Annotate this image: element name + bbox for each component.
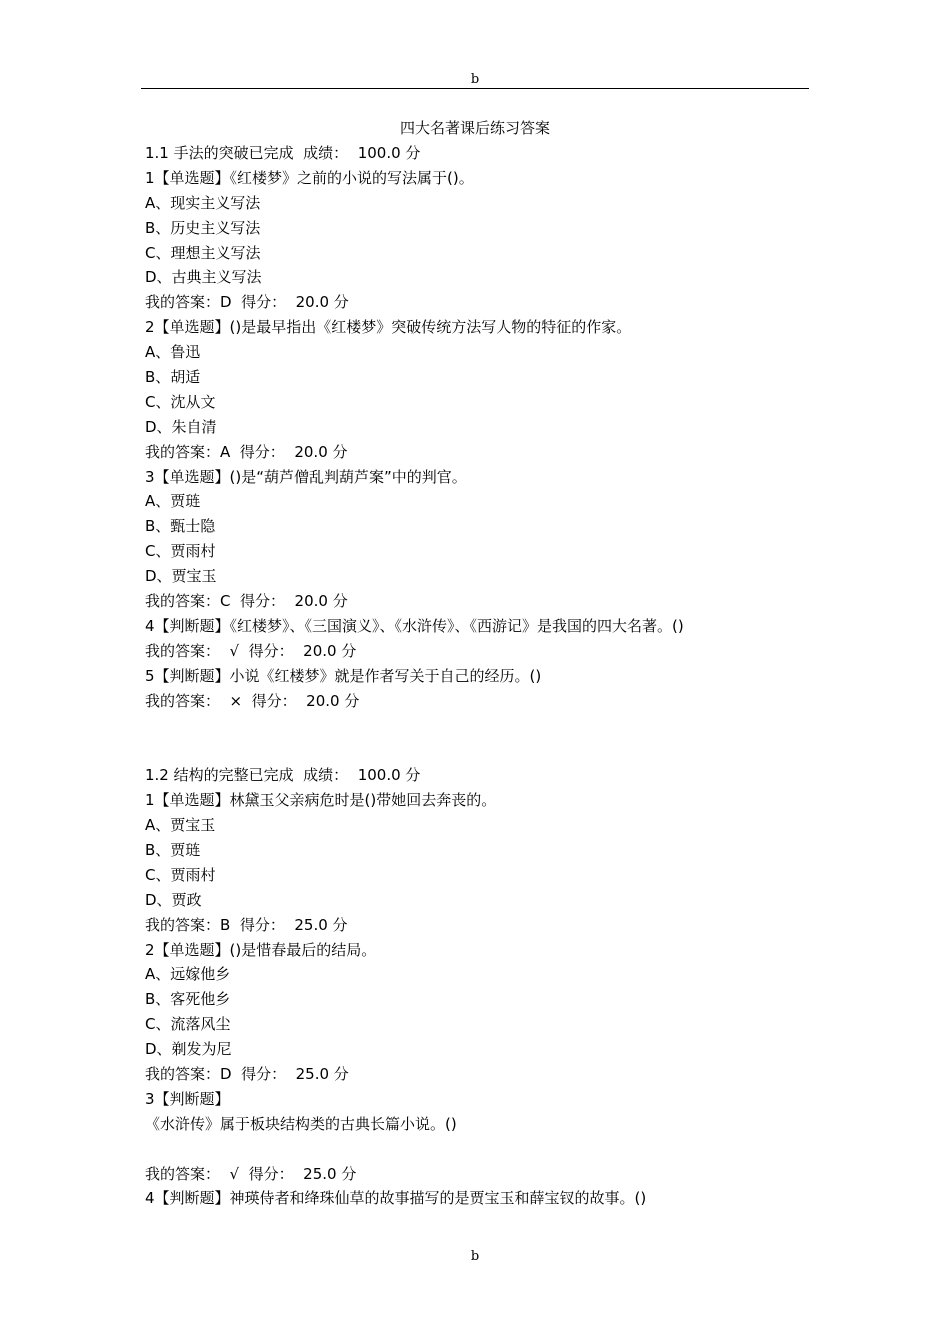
text-line: A、贾琏 xyxy=(145,492,201,511)
text-line: 4【判断题】《红楼梦》、《三国演义》、《水浒传》、《西游记》是我国的四大名著。() xyxy=(145,616,684,635)
text-line: 1【单选题】《红楼梦》之前的小说的写法属于()。 xyxy=(145,168,474,187)
text-line: A、远嫁他乡 xyxy=(145,965,231,984)
blank-line xyxy=(145,1137,805,1162)
text-line: A、现实主义写法 xyxy=(145,193,261,212)
text-line: B、胡适 xyxy=(145,368,201,387)
text-line: C、贾雨村 xyxy=(145,865,216,884)
text-line: D、贾政 xyxy=(145,890,202,909)
text-line: C、流落风尘 xyxy=(145,1015,231,1034)
blank-line xyxy=(145,738,805,763)
text-line: D、剃发为尼 xyxy=(145,1040,232,1059)
text-line: C、理想主义写法 xyxy=(145,243,261,262)
document-body xyxy=(145,141,805,1211)
document-title: 四大名著课后练习答案 xyxy=(399,119,550,137)
text-line: 3【单选题】()是“葫芦僧乱判葫芦案”中的判官。 xyxy=(145,467,467,486)
text-line: 1【单选题】林黛玉父亲病危时是()带她回去奔丧的。 xyxy=(145,791,497,810)
text-line: 我的答案：B 得分： 25.0 分 xyxy=(145,915,348,934)
text-line: D、贾宝玉 xyxy=(145,567,217,586)
page-footer-mark: b xyxy=(470,1249,480,1264)
text-line: 我的答案：D 得分： 20.0 分 xyxy=(145,293,349,312)
text-line: 我的答案： √ 得分： 20.0 分 xyxy=(145,641,357,660)
text-line: D、古典主义写法 xyxy=(145,268,262,287)
text-line: B、历史主义写法 xyxy=(145,218,261,237)
text-line: 2【单选题】()是最早指出《红楼梦》突破传统方法写人物的特征的作家。 xyxy=(145,318,632,337)
text-line: A、贾宝玉 xyxy=(145,816,216,835)
blank-line xyxy=(145,713,805,738)
text-line: 4【判断题】神瑛侍者和绛珠仙草的故事描写的是贾宝玉和薛宝钗的故事。() xyxy=(145,1189,647,1208)
text-line: 我的答案：D 得分： 25.0 分 xyxy=(145,1064,349,1083)
text-line: 3【判断题】 xyxy=(145,1089,230,1108)
text-line: C、沈从文 xyxy=(145,392,216,411)
header-divider xyxy=(141,88,809,89)
text-line: B、客死他乡 xyxy=(145,990,231,1009)
text-line: 5【判断题】小说《红楼梦》就是作者写关于自己的经历。() xyxy=(145,666,542,685)
text-line: B、贾琏 xyxy=(145,840,201,859)
text-line: 1.2 结构的完整已完成 成绩： 100.0 分 xyxy=(145,766,421,785)
text-line: 我的答案：C 得分： 20.0 分 xyxy=(145,592,348,611)
text-line: D、朱自清 xyxy=(145,417,217,436)
page-header-mark: b xyxy=(470,72,480,87)
text-line: 2【单选题】()是惜春最后的结局。 xyxy=(145,940,377,959)
text-line: 《水浒传》属于板块结构类的古典长篇小说。() xyxy=(145,1114,457,1133)
text-line: 我的答案：A 得分： 20.0 分 xyxy=(145,442,348,461)
text-line: A、鲁迅 xyxy=(145,343,201,362)
text-line: 1.1 手法的突破已完成 成绩： 100.0 分 xyxy=(145,144,421,162)
text-line: C、贾雨村 xyxy=(145,542,216,561)
text-line: B、甄士隐 xyxy=(145,517,216,536)
text-line: 我的答案： × 得分： 20.0 分 xyxy=(145,691,360,710)
text-line: 我的答案： √ 得分： 25.0 分 xyxy=(145,1164,357,1183)
